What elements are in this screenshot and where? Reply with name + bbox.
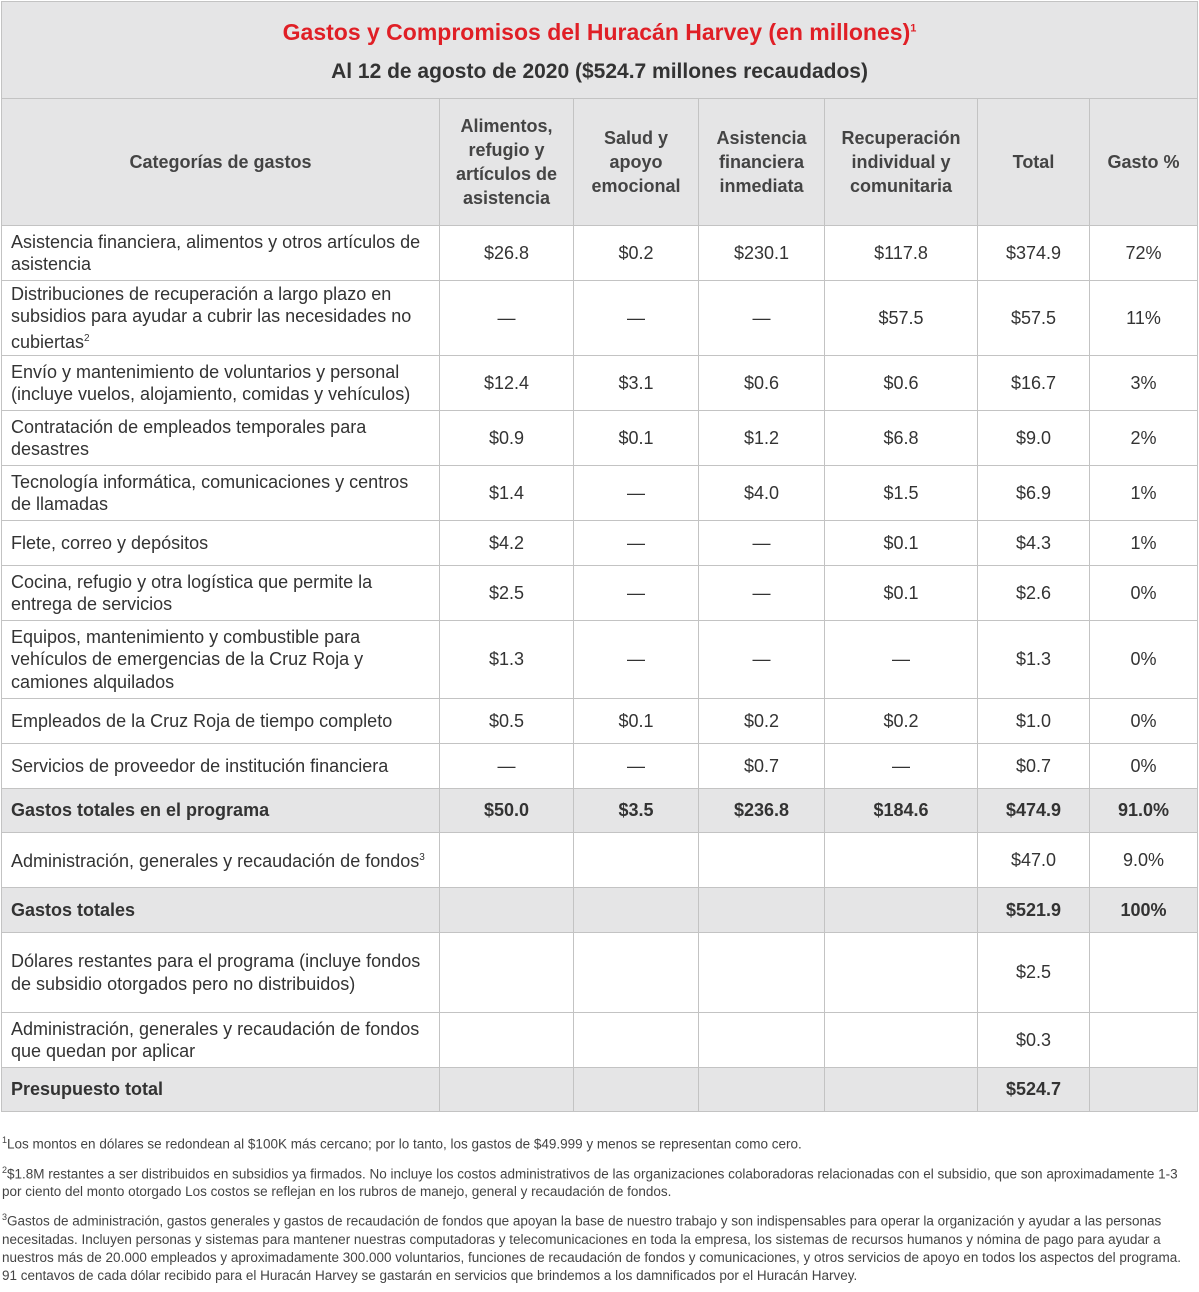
value-cell: $47.0: [978, 833, 1090, 888]
value-cell: [1090, 933, 1198, 1013]
row-label-text: Administración, generales y recaudación de fondos: [11, 851, 420, 872]
value-cell: $0.9: [440, 411, 574, 466]
row-label: [2, 699, 440, 744]
value-cell: $3.5: [574, 789, 699, 833]
column-header: Categorías de gastos: [2, 99, 440, 226]
column-header: Asistencia financiera inmediata: [699, 99, 825, 226]
table-row: [2, 933, 1198, 1013]
value-cell: $1.5: [825, 466, 978, 521]
value-cell: $4.2: [440, 521, 574, 566]
table-row: [2, 411, 1198, 466]
value-cell: $2.6: [978, 566, 1090, 621]
row-label-text: Gastos totales en el programa: [11, 800, 270, 821]
table-row: [2, 621, 1198, 699]
value-cell: 1%: [1090, 466, 1198, 521]
value-cell: 1%: [1090, 521, 1198, 566]
value-cell: $0.2: [699, 699, 825, 744]
value-cell: $0.2: [574, 226, 699, 281]
footnote-mark: 2: [84, 332, 90, 344]
value-cell: [440, 888, 574, 933]
value-cell: [699, 1068, 825, 1112]
value-cell: [574, 833, 699, 888]
row-label: [2, 888, 440, 933]
row-label: [2, 1013, 440, 1068]
value-cell: [825, 933, 978, 1013]
value-cell: [699, 833, 825, 888]
value-cell: —: [440, 744, 574, 789]
value-cell: $0.3: [978, 1013, 1090, 1068]
value-cell: 0%: [1090, 699, 1198, 744]
value-cell: $3.1: [574, 356, 699, 411]
row-label: [2, 226, 440, 281]
value-cell: $1.3: [978, 621, 1090, 699]
value-cell: [825, 888, 978, 933]
table-title-block: [2, 2, 1198, 99]
value-cell: $4.0: [699, 466, 825, 521]
value-cell: $0.1: [574, 411, 699, 466]
table-row: [2, 833, 1198, 888]
value-cell: —: [574, 521, 699, 566]
value-cell: [440, 833, 574, 888]
row-label: [2, 521, 440, 566]
value-cell: $57.5: [825, 281, 978, 356]
row-label: [2, 356, 440, 411]
row-label-text: Servicios de proveedor de institución financiera: [11, 755, 389, 776]
value-cell: $57.5: [978, 281, 1090, 356]
value-cell: —: [825, 744, 978, 789]
table-row: [2, 281, 1198, 356]
total-row: [2, 888, 1198, 933]
row-label: [2, 1068, 440, 1112]
value-cell: $0.5: [440, 699, 574, 744]
table-row: [2, 466, 1198, 521]
value-cell: $0.1: [825, 566, 978, 621]
column-header: Salud y apoyo emocional: [574, 99, 699, 226]
value-cell: $1.0: [978, 699, 1090, 744]
table-row: [2, 566, 1198, 621]
value-cell: —: [699, 281, 825, 356]
total-row: [2, 1068, 1198, 1112]
value-cell: $117.8: [825, 226, 978, 281]
row-label-text: Envío y mantenimiento de voluntarios y personal (incluye vuelos, alojamiento, comidas y vehículos): [11, 361, 411, 404]
value-cell: $1.4: [440, 466, 574, 521]
value-cell: $524.7: [978, 1068, 1090, 1112]
table-row: [2, 356, 1198, 411]
value-cell: 11%: [1090, 281, 1198, 356]
value-cell: 0%: [1090, 621, 1198, 699]
value-cell: [1090, 1013, 1198, 1068]
row-label: [2, 566, 440, 621]
value-cell: $4.3: [978, 521, 1090, 566]
value-cell: [574, 933, 699, 1013]
value-cell: $26.8: [440, 226, 574, 281]
row-label-text: Presupuesto total: [11, 1079, 164, 1100]
row-label-text: Asistencia financiera, alimentos y otros artículos de asistencia: [11, 231, 421, 274]
value-cell: 2%: [1090, 411, 1198, 466]
value-cell: [440, 1013, 574, 1068]
value-cell: $521.9: [978, 888, 1090, 933]
value-cell: —: [574, 744, 699, 789]
value-cell: $0.2: [825, 699, 978, 744]
footnote: [2, 1161, 1192, 1202]
row-label: [2, 833, 440, 888]
value-cell: $0.6: [825, 356, 978, 411]
value-cell: $0.1: [574, 699, 699, 744]
column-header: Recuperación individual y comunitaria: [825, 99, 978, 226]
row-label-text: Empleados de la Cruz Roja de tiempo completo: [11, 710, 393, 731]
value-cell: $0.7: [978, 744, 1090, 789]
row-label: [2, 411, 440, 466]
row-label: [2, 466, 440, 521]
table-row: [2, 1013, 1198, 1068]
value-cell: —: [699, 521, 825, 566]
value-cell: $1.2: [699, 411, 825, 466]
value-cell: [440, 933, 574, 1013]
value-cell: $6.8: [825, 411, 978, 466]
footnotes: [2, 1131, 1192, 1292]
row-label-text: Dólares restantes para el programa (incluye fondos de subsidio otorgados pero no distribuidos): [11, 951, 421, 994]
table-row: [2, 744, 1198, 789]
value-cell: [825, 833, 978, 888]
row-label-text: Tecnología informática, comunicaciones y centros de llamadas: [11, 471, 409, 514]
value-cell: 3%: [1090, 356, 1198, 411]
column-headers: [2, 99, 1198, 226]
row-label: [2, 744, 440, 789]
value-cell: —: [699, 621, 825, 699]
value-cell: 9.0%: [1090, 833, 1198, 888]
value-cell: $9.0: [978, 411, 1090, 466]
value-cell: [699, 1013, 825, 1068]
footnote-mark: 3: [2, 1212, 8, 1222]
row-label: [2, 789, 440, 833]
value-cell: 72%: [1090, 226, 1198, 281]
row-label-text: Flete, correo y depósitos: [11, 532, 209, 553]
value-cell: $0.6: [699, 356, 825, 411]
table-subtitle: Al 12 de agosto de 2020 ($524.7 millones recaudados): [331, 59, 868, 83]
row-label: [2, 621, 440, 699]
total-row: [2, 789, 1198, 833]
value-cell: —: [574, 566, 699, 621]
value-cell: $16.7: [978, 356, 1090, 411]
value-cell: —: [825, 621, 978, 699]
footnote-mark: 1: [2, 1135, 8, 1145]
table-body: [2, 226, 1198, 1112]
value-cell: 0%: [1090, 744, 1198, 789]
value-cell: —: [574, 466, 699, 521]
value-cell: [825, 1068, 978, 1112]
row-label-text: Contratación de empleados temporales para desastres: [11, 416, 367, 459]
value-cell: $230.1: [699, 226, 825, 281]
value-cell: —: [699, 566, 825, 621]
value-cell: [574, 1013, 699, 1068]
table-row: [2, 521, 1198, 566]
value-cell: $0.1: [825, 521, 978, 566]
value-cell: 100%: [1090, 888, 1198, 933]
footnote-mark: 2: [2, 1164, 8, 1175]
footnote: [2, 1208, 1192, 1285]
value-cell: $2.5: [440, 566, 574, 621]
table-row: [2, 226, 1198, 281]
value-cell: $12.4: [440, 356, 574, 411]
value-cell: [699, 888, 825, 933]
value-cell: [825, 1013, 978, 1068]
footnote-text: $1.8M restantes a ser distribuidos en subsidios ya firmados. No incluye los costos administrativos de las organizaciones colaboradoras relacionadas con el subsidio, que son aproximadamente 1-3 por ciento del monto otorgado Los costos se reflejan en los rubros de manejo, general y recaudación de fondos.: [2, 1166, 1178, 1199]
row-label-text: Cocina, refugio y otra logística que permite la entrega de servicios: [11, 571, 373, 614]
value-cell: $2.5: [978, 933, 1090, 1013]
value-cell: $184.6: [825, 789, 978, 833]
value-cell: $236.8: [699, 789, 825, 833]
value-cell: 0%: [1090, 566, 1198, 621]
footnote: [2, 1131, 1192, 1154]
value-cell: $1.3: [440, 621, 574, 699]
table-row: [2, 699, 1198, 744]
value-cell: —: [574, 621, 699, 699]
row-label-text: Administración, generales y recaudación de fondos que quedan por aplicar: [11, 1018, 420, 1061]
column-header: Alimentos, refugio y artículos de asistencia: [440, 99, 574, 226]
row-label-text: Equipos, mantenimiento y combustible para vehículos de emergencias de la Cruz Roja y camiones alquilados: [11, 626, 364, 692]
row-label-text: Distribuciones de recuperación a largo plazo en subsidios para ayudar a cubrir las necesidades no cubiertas: [11, 283, 412, 352]
footnote-text: Gastos de administración, gastos generales y gastos de recaudación de fondos que apoyan la base de nuestro trabajo y son indispensables para operar la organización y ayudar a las personas necesitadas. Incluyen personas y sistemas para mantener nuestras computadoras y telecomunicaciones en toda la empresa, los sistemas de recursos humanos y nómina de pago para ayudar a nuestros más de 20.000 empleados y aproximadamente 300.000 voluntarios, funciones de recaudación de fondos y comunicaciones, y otros servicios de apoyo en todos los aspectos del programa. 91 centavos de cada dólar recibido para el Huracán Harvey se gastarán en servicios que brindemos a los damnificados por el Huracán Harvey.: [2, 1213, 1181, 1283]
value-cell: $474.9: [978, 789, 1090, 833]
column-header: Total: [978, 99, 1090, 226]
value-cell: —: [440, 281, 574, 356]
value-cell: 91.0%: [1090, 789, 1198, 833]
footnote-mark: 3: [419, 852, 425, 864]
table-title: Gastos y Compromisos del Huracán Harvey (en millones)$^1$: [282, 18, 917, 45]
value-cell: $374.9: [978, 226, 1090, 281]
expenses-table: [1, 1, 1198, 1112]
column-header: Gasto %: [1090, 99, 1198, 226]
value-cell: [574, 888, 699, 933]
value-cell: —: [574, 281, 699, 356]
row-label-text: Gastos totales: [11, 899, 136, 920]
row-label: [2, 933, 440, 1013]
footnote-text: Los montos en dólares se redondean al $100K más cercano; por lo tanto, los gastos de $49.999 y menos se representan como cero.: [7, 1136, 802, 1152]
value-cell: $50.0: [440, 789, 574, 833]
value-cell: [574, 1068, 699, 1112]
value-cell: [440, 1068, 574, 1112]
value-cell: [699, 933, 825, 1013]
value-cell: [1090, 1068, 1198, 1112]
value-cell: $6.9: [978, 466, 1090, 521]
row-label: [2, 281, 440, 356]
value-cell: $0.7: [699, 744, 825, 789]
